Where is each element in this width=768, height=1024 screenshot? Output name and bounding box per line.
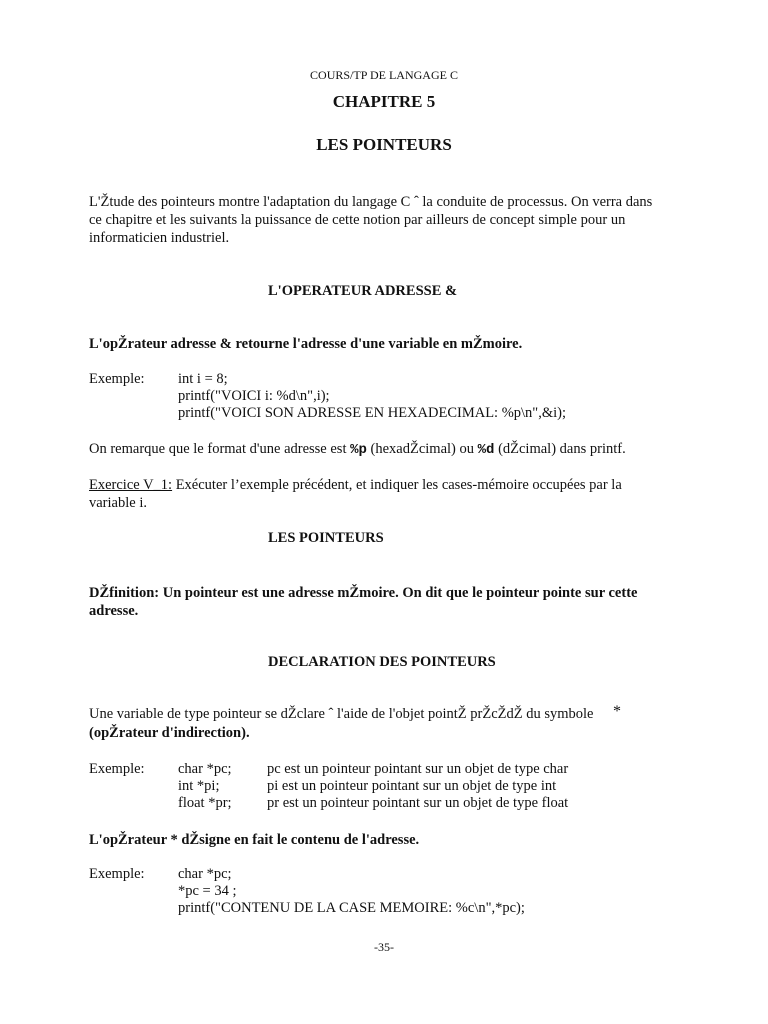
section-heading-declaration: DECLARATION DES POINTEURS [268,654,496,670]
page-number: -35- [374,940,394,954]
chapter-title: CHAPITRE 5 [332,92,436,111]
section-heading-pointeurs: LES POINTEURS [268,530,384,546]
decl-item: int *pi; [178,778,220,794]
exercise-text: variable i. [89,495,147,511]
intro-line: ce chapitre et les suivants la puissance de cette notion par ailleurs de concept simple pour un [89,212,626,228]
dereference-statement: L'opŽrateur * dŽsigne en fait le contenu de l'adresse. [89,832,420,848]
star-symbol: * [613,703,621,720]
format-remark [89,441,626,458]
code-line: printf("VOICI i: %d\n",i); [178,388,330,404]
example-label: Exemple: [89,866,145,882]
example-label: Exemple: [89,761,145,777]
operateur-adresse-statement: L'opŽrateur adresse & retourne l'adresse d'une variable en mŽmoire. [89,336,523,352]
intro-paragraph [89,193,689,247]
decl-desc: pr est un pointeur pointant sur un objet de type float [267,795,569,811]
exercise-paragraph [89,476,689,512]
definition-line: adresse. [89,603,139,619]
intro-line: L'Žtude des pointeurs montre l'adaptation du langage C ˆ la conduite de processus. On verra dans [89,194,653,210]
remark-text: (hexadŽcimal) ou [366,441,478,457]
declaration-descriptions [267,761,568,812]
decl-item: float *pr; [178,795,232,811]
decl-item: char *pc; [178,761,232,777]
exercise-title: Exercice V_1: [89,477,173,493]
code-line: int i = 8; [178,371,228,387]
page-title: LES POINTEURS [316,135,452,154]
code-line: printf("VOICI SON ADRESSE EN HEXADECIMAL: %p\n",&i); [178,405,567,421]
exercise-text: Exécuter l’exemple précédent, et indiquer les cases-mémoire occupées par la [172,477,622,493]
decl-desc: pi est un pointeur pointant sur un objet de type int [267,778,557,794]
definition [89,584,689,620]
example-label: Exemple: [89,371,145,387]
code-block [178,866,525,917]
remark-text: (dŽcimal) dans printf. [494,441,626,457]
format-p: %p [350,442,367,458]
intro-line: informaticien industriel. [89,230,230,246]
declaration-text: Une variable de type pointeur se dŽclare ˆ l'aide de l'objet pointŽ prŽcŽdŽ du symbole [89,706,594,722]
code-block [178,371,566,422]
section-heading-operateur-adresse: L'OPERATEUR ADRESSE & [268,283,458,299]
declaration-list [178,761,232,812]
code-line: char *pc; [178,866,232,882]
indirection-note: (opŽrateur d'indirection). [89,725,250,741]
decl-desc: pc est un pointeur pointant sur un objet de type char [267,761,569,777]
course-header: COURS/TP DE LANGAGE C [310,68,458,82]
code-line: printf("CONTENU DE LA CASE MEMOIRE: %c\n",*pc); [178,900,525,916]
code-line: *pc = 34 ; [178,883,237,899]
definition-line: DŽfinition: Un pointeur est une adresse mŽmoire. On dit que le pointeur pointe sur cette [89,585,638,601]
remark-text: On remarque que le format d'une adresse est [89,441,351,457]
format-d: %d [477,442,495,458]
